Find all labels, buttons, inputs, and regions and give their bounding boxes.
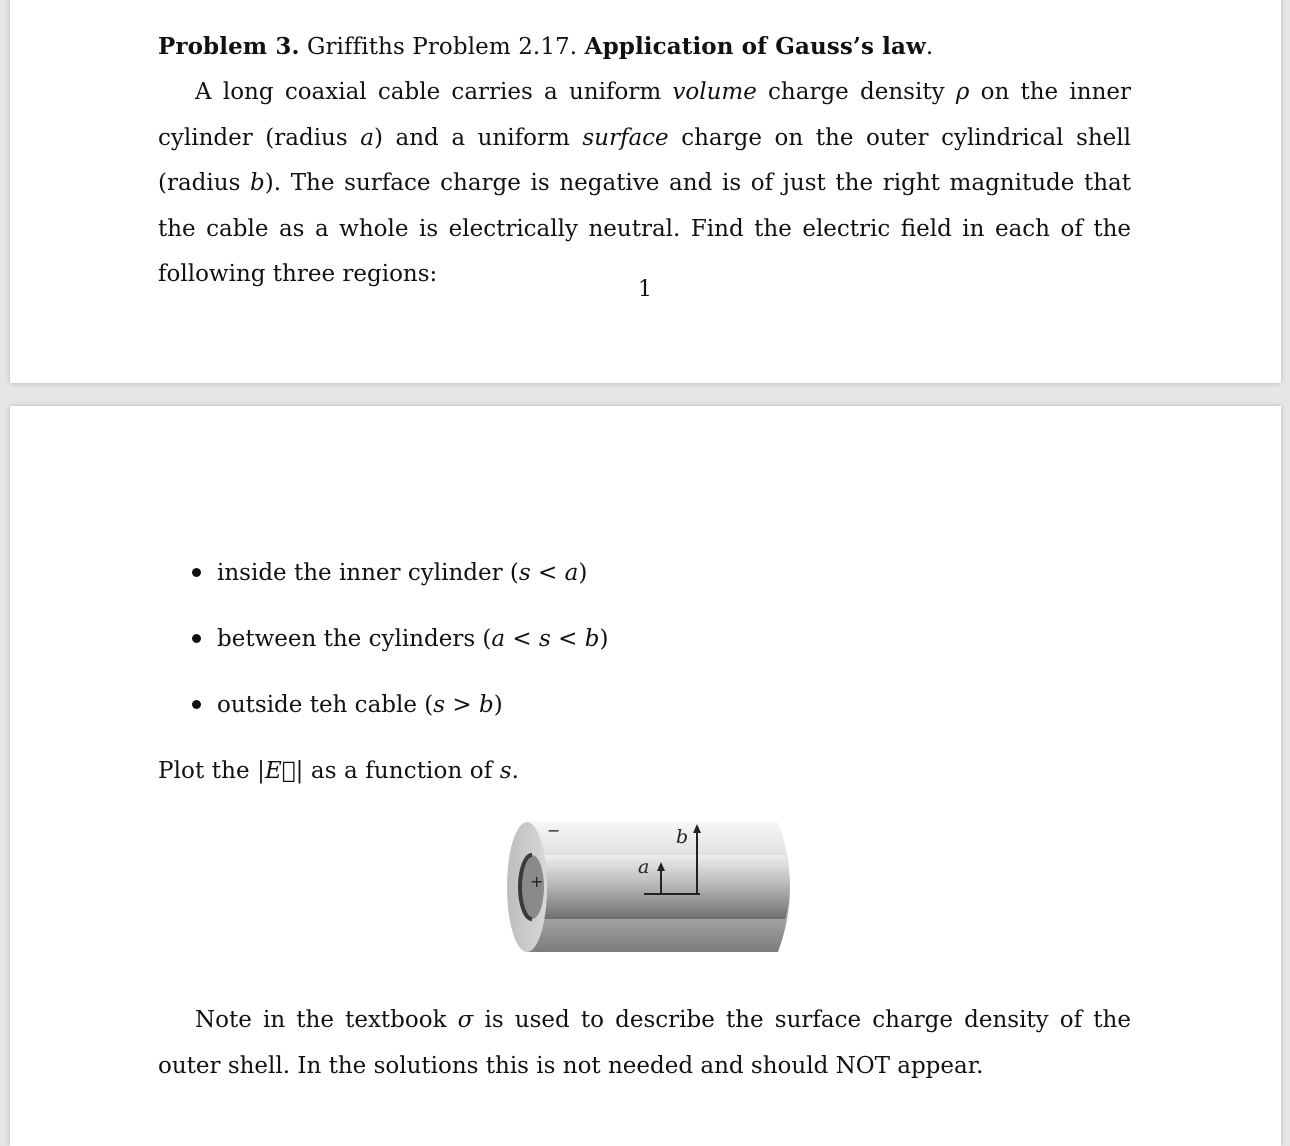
math-symbol: σ bbox=[457, 1007, 474, 1033]
text-run: is used to describe the surface charge density of the outer shell. In the solutions this is not needed and should NOT appear. bbox=[158, 1007, 1131, 1079]
problem-source: Griffiths Problem 2.17. bbox=[306, 34, 578, 60]
page-1 bbox=[10, 0, 1281, 383]
math-symbol: a bbox=[360, 124, 374, 151]
text-run: charge density bbox=[756, 79, 956, 105]
plot-instruction-text bbox=[158, 758, 519, 784]
bullet-item bbox=[192, 624, 608, 654]
text-run: inside the inner cylinder ( bbox=[217, 560, 519, 586]
coaxial-cable-figure bbox=[490, 812, 810, 962]
math-symbol: a bbox=[564, 560, 579, 586]
text-run: > bbox=[445, 692, 479, 718]
title-period: . bbox=[925, 34, 934, 60]
math-symbol: s bbox=[518, 560, 531, 586]
text-run: | as a function of bbox=[295, 758, 500, 784]
text-run: ) bbox=[599, 626, 609, 652]
plus-label: + bbox=[530, 872, 544, 891]
math-symbol: a bbox=[491, 626, 506, 652]
problem-title: Application of Gauss’s law bbox=[584, 33, 926, 60]
problem-statement bbox=[158, 70, 1131, 298]
math-symbol: volume bbox=[672, 79, 757, 105]
problem-heading bbox=[158, 32, 933, 62]
bullet-item bbox=[192, 690, 503, 720]
note-text bbox=[158, 1007, 1131, 1079]
math-symbol: s bbox=[539, 626, 551, 652]
bullet-text bbox=[217, 560, 587, 586]
bullet-dot bbox=[192, 568, 201, 577]
math-symbol: surface bbox=[582, 124, 669, 151]
note-paragraph bbox=[158, 998, 1131, 1089]
text-run: . bbox=[511, 758, 520, 784]
math-symbol: b bbox=[250, 170, 265, 196]
page-2 bbox=[10, 406, 1281, 1146]
radius-a-label: a bbox=[638, 856, 650, 878]
bullet-text bbox=[217, 692, 503, 718]
text-run: on the inner cylinder (radius bbox=[158, 79, 1131, 151]
text-run: ) bbox=[578, 560, 588, 586]
text-run: between the cylinders ( bbox=[217, 626, 492, 652]
plot-instruction bbox=[158, 756, 519, 786]
math-symbol: b bbox=[478, 692, 494, 718]
math-symbol: s bbox=[433, 692, 446, 718]
math-symbol: ρ bbox=[955, 79, 970, 105]
math-symbol: s bbox=[499, 758, 512, 784]
page-number: 1 bbox=[638, 277, 652, 302]
math-symbol: E⃗ bbox=[264, 758, 296, 784]
text-run: outside teh cable ( bbox=[217, 692, 434, 718]
text-run: charge on the outer cylindrical shell (radius bbox=[158, 124, 1132, 196]
bullet-text bbox=[217, 626, 608, 652]
problem-statement-text bbox=[158, 79, 1131, 287]
text-run: < bbox=[530, 560, 565, 586]
bullet-dot bbox=[192, 700, 201, 709]
bullet-dot bbox=[192, 634, 201, 643]
text-run: ) and a uniform bbox=[373, 124, 583, 151]
bullet-item bbox=[192, 558, 587, 588]
radius-b-label: b bbox=[676, 826, 689, 848]
text-run: ) bbox=[493, 692, 503, 718]
text-run: Note in the textbook bbox=[195, 1007, 458, 1033]
text-run: Plot the | bbox=[158, 758, 265, 784]
minus-label: − bbox=[547, 821, 561, 840]
text-run: ). The surface charge is negative and is of just the right magnitude that the cable as a whole is electrically neutral. Find the electric field in each of the following three regions: bbox=[158, 170, 1132, 287]
text-run: < bbox=[505, 626, 540, 652]
text-run: < bbox=[550, 626, 585, 652]
math-symbol: b bbox=[584, 626, 600, 652]
problem-label: Problem 3. bbox=[158, 33, 300, 60]
text-run: A long coaxial cable carries a uniform bbox=[195, 79, 673, 105]
